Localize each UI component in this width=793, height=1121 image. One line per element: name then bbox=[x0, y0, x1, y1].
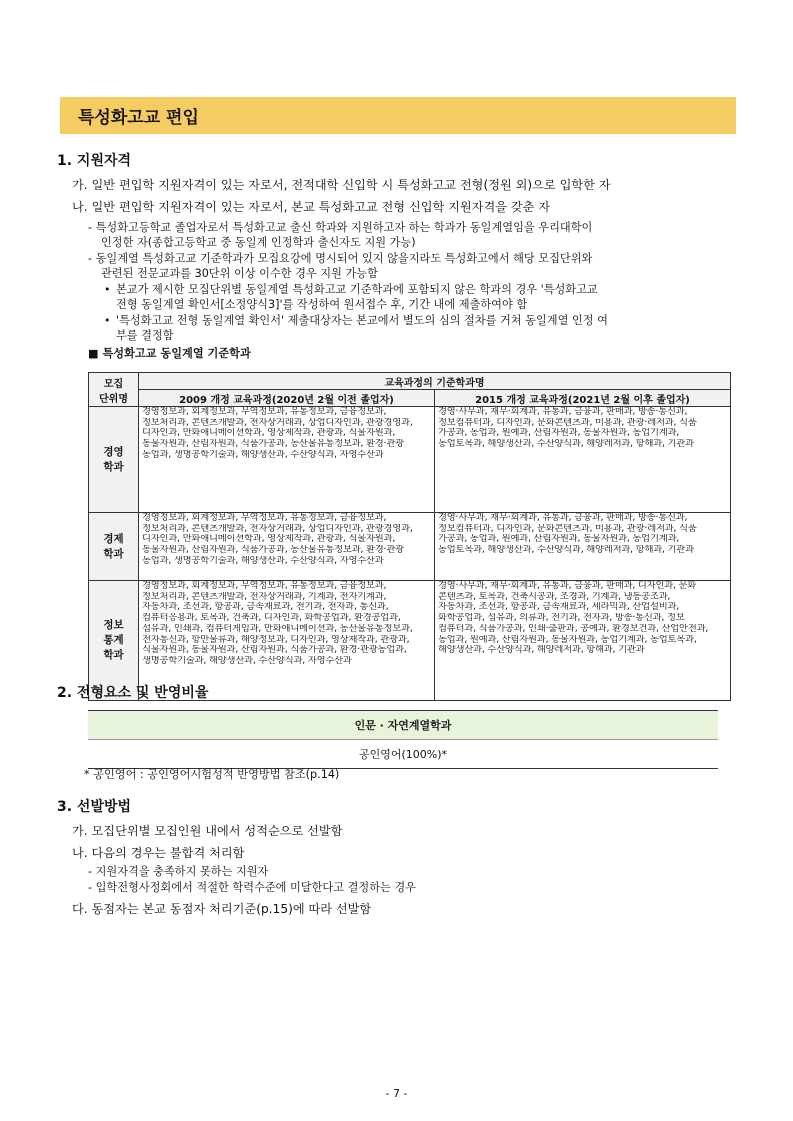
cell-2015: 경영·사무과, 재무·회계과, 유통과, 금융과, 판매과, 디자인과, 문화 콘텐츠과, 토목과, 건축시공과, 조경과, 기계과, 냉동공조과, 자동차과, 조선과, 항공과, 금속재료과, 세라믹과, 산업설비과, 화학공업과, 섬유과, 의류과, 전기과, 전자과, 방송·통신과, 정보 컴퓨터과, 식품가공과, 인쇄·출판과, 공예과, 환경보건과, 산업안전과, 농업과, 원예과, 산림자원과, 동물자원과, 농업기계과, 농업토목과, 해양생산과, 수산양식과, 해양레저과, 항해과, 기관과 bbox=[435, 581, 731, 701]
header-unit-line1: 모집 bbox=[103, 378, 124, 390]
eligibility-bullet1-line2: 전형 동일계열 확인서[소정양식3]'를 작성하여 원서접수 후, 기간 내에 제출하여야 함 bbox=[116, 298, 528, 311]
eligibility-dash2-line1: - 동일계열 특성화고교 기준학과가 모집요강에 명시되어 있지 않을지라도 특성화고에서 해당 모집단위와 bbox=[88, 252, 593, 265]
eligibility-dash2-line2: 관련된 전문교과를 30단위 이상 이수한 경우 지원 가능함 bbox=[101, 267, 378, 280]
unit-name: 경제 학과 bbox=[89, 513, 139, 581]
table-row bbox=[89, 513, 731, 581]
section-title: 특성화고교 편입 bbox=[78, 108, 199, 128]
header-group: 교육과정의 기준학과명 bbox=[139, 373, 731, 390]
heading-selection-method: 3. 선발방법 bbox=[57, 799, 132, 815]
bullet-icon: • bbox=[104, 283, 111, 296]
table-row bbox=[89, 407, 731, 513]
eligibility-dash1-line1: - 특성화고등학교 졸업자로서 특성화고교 출신 학과와 지원하고자 하는 학과가 동일계열임을 우리대학이 bbox=[88, 221, 593, 234]
cell-2009: 경영정보과, 회계정보과, 무역정보과, 유통정보과, 금융정보과, 정보처리과, 콘텐츠개발과, 전자상거래과, 기계과, 전자기계과, 자동차과, 조선과, 항공과, 금속재료과, 전기과, 전자과, 통신과, 컴퓨터응용과, 토목과, 건축과, 디자인과, 화학공업과, 환경공업과, 섬유과, 인쇄과, 컴퓨터게임과, 만화애니메이션과, 농산물유통정보과, 전자통신과, 항만물류과, 해양정보과, 디자인과, 영상제작과, 관광과, 식물자원과, 동물자원과, 산림자원과, 식품가공과, 환경·관광농업과, 생명공학기술과, 해양생산과, 수산양식과, 자영수산과 bbox=[139, 581, 435, 701]
method-dash2: - 입학전형사정회에서 적절한 학력수준에 미달한다고 결정하는 경우 bbox=[88, 881, 416, 894]
cell-2009: 경영정보과, 회계정보과, 무역정보과, 유통정보과, 금융정보과, 정보처리과, 콘텐츠개발과, 전자상거래과, 상업디자인과, 관광경영과, 디자인과, 만화애니메이션학과, 영상제작과, 관광과, 식물자원과, 동물자원과, 산림자원과, 식품가공과, 농산물유통정보과, 환경·관광 농업과, 생명공학기술과, 해양생산과, 수산양식과, 자영수산과 bbox=[139, 513, 435, 581]
unit-name: 경영 학과 bbox=[89, 407, 139, 513]
method-dash1: - 지원자격을 충족하지 못하는 지원자 bbox=[88, 865, 269, 878]
method-ga: 가. 모집단위별 모집인원 내에서 성적순으로 선발함 bbox=[72, 824, 343, 838]
eligibility-bullet2-line1: '특성화고교 전형 동일계열 확인서' 제출대상자는 본교에서 별도의 심의 절차를 거쳐 동일계열 인정 여 bbox=[116, 314, 608, 327]
eligibility-ga: 가. 일반 편입학 지원자격이 있는 자로서, 전적대학 신입학 시 특성화고교 전형(정원 외)으로 입학한 자 bbox=[72, 178, 611, 192]
page-number: - 7 - bbox=[385, 1087, 408, 1100]
heading-selection-ratio: 2. 전형요소 및 반영비율 bbox=[57, 685, 209, 701]
section-title-banner bbox=[60, 97, 736, 134]
cell-2015: 경영·사무과, 재무·회계과, 유통과, 금융과, 판매과, 방송·통신과, 정보컴퓨터과, 디자인과, 문화콘텐츠과, 미용과, 관광·레저과, 식품 가공과, 농업과, 원예과, 산림자원과, 동물자원과, 농업기계과, 농업토목과, 해양생산과, 수산양식과, 해양레저과, 항해과, 기관과 bbox=[435, 407, 731, 513]
ratio-value: 공인영어(100%)* bbox=[88, 740, 718, 769]
heading-eligibility: 1. 지원자격 bbox=[57, 153, 132, 169]
cell-2009: 경영정보과, 회계정보과, 무역정보과, 유통정보과, 금융정보과, 정보처리과, 콘텐츠개발과, 전자상거래과, 상업디자인과, 관광경영과, 디자인과, 만화애니메이션학과, 영상제작과, 관광과, 식물자원과, 동물자원과, 산림자원과, 식품가공과, 농산물유통정보과, 환경·관광 농업과, 생명공학기술과, 해양생산과, 수산양식과, 자영수산과 bbox=[139, 407, 435, 513]
bullet-icon: • bbox=[104, 314, 111, 327]
ratio-header: 인문 · 자연계열학과 bbox=[88, 711, 718, 740]
cell-2015: 경영·사무과, 재무·회계과, 유통과, 금융과, 판매과, 방송·통신과, 정보컴퓨터과, 디자인과, 문화콘텐츠과, 미용과, 관광·레저과, 식품 가공과, 농업과, 원예과, 산림자원과, 동물자원과, 농업기계과, 농업토목과, 해양생산과, 수산양식과, 해양레저과, 항해과, 기관과 bbox=[435, 513, 731, 581]
header-2015: 2015 개정 교육과정(2021년 2월 이후 졸업자) bbox=[435, 390, 731, 407]
method-na: 나. 다음의 경우는 불합격 처리함 bbox=[72, 846, 245, 860]
standard-departments-table bbox=[88, 372, 731, 701]
method-da: 다. 동점자는 본교 동점자 처리기준(p.15)에 따라 선발함 bbox=[72, 902, 372, 916]
eligibility-bullet1-line1: 본교가 제시한 모집단위별 동일계열 특성화고교 기준학과에 포함되지 않은 학과의 경우 '특성화고교 bbox=[116, 283, 598, 296]
selection-ratio-table bbox=[88, 710, 718, 769]
header-2009: 2009 개정 교육과정(2020년 2월 이전 졸업자) bbox=[139, 390, 435, 407]
header-unit-line2: 단위명 bbox=[99, 393, 128, 405]
header-unit bbox=[89, 373, 139, 407]
eligibility-dash1-line2: 인정한 자(종합고등학교 중 동일계 인정학과 출신자도 지원 가능) bbox=[101, 236, 416, 249]
table-caption: ■ 특성화고교 동일계열 기준학과 bbox=[88, 347, 251, 360]
eligibility-na: 나. 일반 편입학 지원자격이 있는 자로서, 본교 특성화고교 전형 신입학 지원자격을 갖춘 자 bbox=[72, 200, 551, 214]
unit-name: 정보 통계 학과 bbox=[89, 581, 139, 701]
ratio-footnote: * 공인영어 : 공인영어시험성적 반영방법 참조(p.14) bbox=[84, 768, 340, 781]
eligibility-bullet2-line2: 부를 결정함 bbox=[116, 329, 174, 342]
